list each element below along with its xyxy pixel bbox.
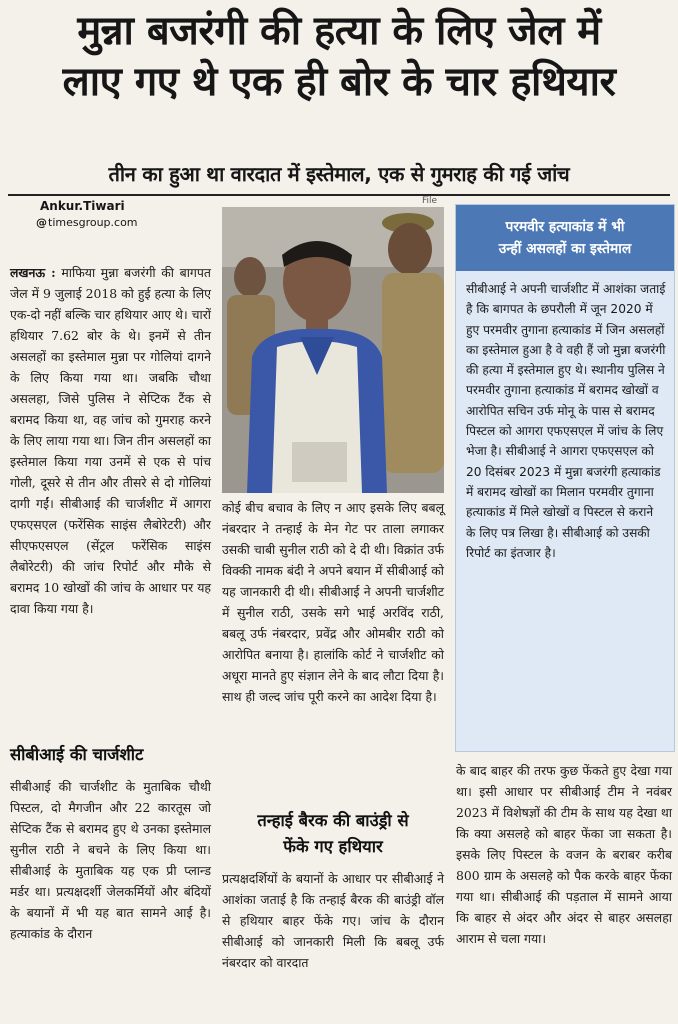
column-2-part-1 [222, 497, 444, 707]
section-head-boundary-line-1: तन्हाई बैरक की बाउंड्री से [257, 811, 409, 830]
column-1-part-2 [10, 776, 211, 944]
sidebar-heading-line-1: परमवीर हत्याकांड में भी [505, 219, 625, 235]
at-sign-icon: @ [36, 216, 47, 229]
photo-credit: File [422, 196, 438, 206]
column-2-part-2 [222, 868, 444, 973]
headline-line-1: मुन्ना बजरंगी की हत्या के लिए जेल में [77, 8, 601, 54]
sidebar-heading-line-2: उन्हीं असलहों का इस्तेमाल [498, 241, 632, 257]
sidebar-paragraph: सीबीआई ने अपनी चार्जशीट में आशंका जताई है कि बागपत के छपरौली में जून 2020 में हुए परमवीर तुगाना हत्याकांड में जिन असलहों का इस्तेमाल हुआ है वे वही हैं जो मुन्ना बजरंगी की हत्या में इस्तेमाल हुए थे। स्थानीय पुलिस ने परमवीर तुगाना हत्याकांड में बरामद खोखों व आरोपित सचिन उर्फ मोनू के पास से बरामद पिस्टल को आगरा एफएसएल में जांच के लिए भेजा है। सीबीआई ने आगरा एफएसएल को 20 दिसंबर 2023 में मुन्ना बजरंगी हत्याकांड में बरामद खोखों का मिलान परमवीर तुगाना हत्याकांड में मिले खोखों व पिस्टल से कराने के लिए पत्र लिखा है। सीबीआई को उसकी रिपोर्ट का इंतजार है। [466, 282, 666, 560]
sidebar-box [455, 204, 675, 752]
dateline: लखनऊ : [10, 265, 56, 280]
photo-illustration [222, 207, 444, 493]
sidebar-body [466, 279, 666, 563]
subheadline: तीन का हुआ था वारदात में इस्तेमाल, एक से गुमराह की गई जांच [108, 162, 570, 186]
headline-rule [8, 194, 670, 196]
column-3 [456, 760, 672, 949]
column-3-paragraph-1: के बाद बाहर की तरफ कुछ फेंकते हुए देखा गया था। इसी आधार पर सीबीआई टीम ने नवंबर 2023 में विशेषज्ञों की टीम के साथ यह देखा था कि क्या असलहे को बाहर फेंका जा सकता है। इसके लिए पिस्टल के वजन के बराबर करीब 800 ग्राम के असलहे को पैक करके बाहर फेंका गया था। सीबीआई की पड़ताल में सामने आया कि बाहर से अंदर और अंदर से बाहर असलहा आराम से चला गया। [456, 763, 672, 946]
column-2-paragraph-2: प्रत्यक्षदर्शियों के बयानों के आधार पर सीबीआई ने आशंका जताई है कि तन्हाई बैरक की बाउंड्री वॉल से हथियार बाहर फेंके गए। जांच के दौरान सीबीआई को जानकारी मिली कि बबलू उर्फ नंबरदार को वारदात [222, 871, 444, 970]
section-head-boundary [222, 808, 444, 860]
column-2-paragraph-1: कोई बीच बचाव के लिए न आए इसके लिए बबलू नंबरदार ने तन्हाई के मेन गेट पर ताला लगाकर उसकी चाबी सुनील राठी को दे दी थी। विक्रांत उर्फ विक्की नामक बंदी ने अपने बयान में सीबीआई को यह जानकारी दी थी। सीबीआई ने अपनी चार्जशीट में सुनील राठी, उसके सगे भाई अरविंद राठी, बबलू उर्फ नंबरदार, प्रवेंद्र और ओमबीर राठी को आरोपित बनाया है। हालांकि कोर्ट ने चार्जशीट को अधूरा मानते हुए संज्ञान लेने के बाद लौटा दिया है। साथ ही जल्द जांच पूरी करने का आदेश दिया है। [222, 500, 444, 704]
sidebar-heading [456, 205, 674, 271]
section-head-chargesheet: सीबीआई की चार्जशीट [10, 745, 144, 764]
byline-author: Ankur.Tiwari [40, 199, 125, 213]
byline-email-text: timesgroup.com [48, 216, 138, 229]
headline-line-2: लाए गए थे एक ही बोर के चार हथियार [62, 59, 616, 105]
news-photo [222, 207, 444, 493]
headline [8, 6, 670, 108]
section-head-boundary-line-2: फेंके गए हथियार [283, 837, 383, 856]
byline-email [36, 216, 138, 229]
column-1-paragraph-2: सीबीआई की चार्जशीट के मुताबिक चौथी पिस्टल, दो मैगजीन और 22 कारतूस जो सेप्टिक टैंक से बरामद हुए थे उनका इस्तेमाल सुनील राठी ने बचने के लिए किया था। सीबीआई के मुताबिक यह एक प्री प्लान्ड मर्डर था। प्रत्यक्षदर्शी जेलकर्मियों और बंदियों के बयानों में भी यह बात सामने आई है। हत्याकांड के दौरान [10, 779, 211, 941]
column-1-part-1 [10, 262, 211, 619]
column-1-paragraph-1: माफिया मुन्ना बजरंगी की बागपत जेल में 9 जुलाई 2018 को हुई हत्या के लिए एक-दो नहीं बल्कि चार हथियार आए थे। चारों हथियार 7.62 बोर के थे। इनमें से तीन असलहों का इस्तेमाल मुन्ना पर गोलियां दागने के लिए किया गया था। जबकि चौथा असलहा, जिसे पुलिस ने सेप्टिक टैंक से बरामद किया था, वह जांच को गुमराह करने के लिए लाया गया था। जिन तीन असलहों का इस्तेमाल किया गया उनमें से एक से पांच गोली, दूसरे से तीन और तीसरे से दो गोलियां दागी गईं। सीबीआई की चार्जशीट में आगरा एफएसएल (फरेंसिक साइंस लैबोरेटरी) और सीएफएसएल (सेंट्रल फरेंसिक साइंस लैबोरेटरी) की जांच रिपोर्ट और मौके से बरामद 10 खोखों की जांच के आधार पर यह दावा किया गया है। [10, 265, 211, 616]
